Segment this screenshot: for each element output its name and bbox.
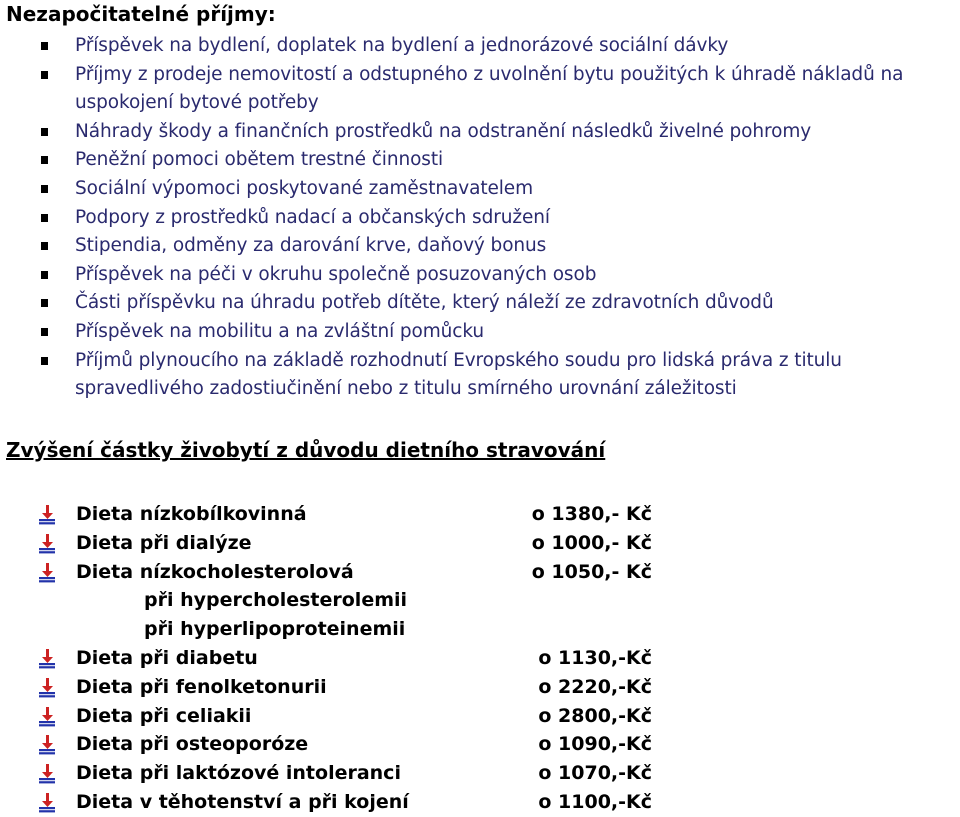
arrow-bullet-icon <box>38 563 56 583</box>
diet-row <box>0 558 960 587</box>
square-bullet-icon <box>41 328 48 336</box>
arrow-bullet-icon <box>38 764 56 784</box>
list-item <box>0 232 960 261</box>
diet-amount: o 1050,- Kč <box>531 560 652 583</box>
diet-amount: o 1070,-Kč <box>538 762 652 785</box>
diet-amount: o 1090,-Kč <box>538 733 652 756</box>
nonincome-list <box>0 32 960 404</box>
list-item-text: Příspěvek na bydlení, doplatek na bydlení a jednorázové sociální dávky <box>75 35 729 56</box>
list-item-text: Stipendia, odměny za darování krve, daňový bonus <box>75 235 547 257</box>
square-bullet-icon <box>41 271 48 279</box>
square-bullet-icon <box>41 242 48 250</box>
heading-nonincome: Nezapočitatelné příjmy: <box>6 2 276 26</box>
square-bullet-icon <box>41 128 48 136</box>
diet-row <box>0 730 960 759</box>
diet-row <box>0 586 960 615</box>
diet-row <box>0 673 960 702</box>
arrow-bullet-icon <box>38 735 56 755</box>
square-bullet-icon <box>41 299 48 307</box>
list-item-text: Příjmy z prodeje nemovitostí a odstupného z uvolnění bytu použitých k úhradě nákladů na uspokojení bytové potřeby <box>75 63 904 114</box>
list-item <box>0 175 960 204</box>
list-item-text: Příspěvek na péči v okruhu společně posuzovaných osob <box>75 263 597 285</box>
diet-label: Dieta nízkocholesterolová <box>76 560 354 583</box>
square-bullet-icon <box>41 185 48 193</box>
arrow-bullet-icon <box>38 793 56 813</box>
list-item-text: Peněžní pomoci obětem trestné činnosti <box>75 149 444 171</box>
arrow-bullet-icon <box>38 678 56 698</box>
heading-diet-increase: Zvýšení částky živobytí z důvodu dietního stravování <box>6 438 606 462</box>
diet-amount: o 1100,-Kč <box>538 790 652 813</box>
list-item-text: Sociální výpomoci poskytované zaměstnavatelem <box>75 177 534 199</box>
diet-row <box>0 500 960 529</box>
arrow-bullet-icon <box>38 505 56 525</box>
diet-row <box>0 759 960 788</box>
diet-amount: o 1130,-Kč <box>538 646 652 669</box>
list-item <box>0 289 960 318</box>
diet-label: Dieta v těhotenství a při kojení <box>76 790 409 813</box>
square-bullet-icon <box>41 156 48 164</box>
diet-label: při hyperlipoproteinemii <box>144 618 406 641</box>
diet-row <box>0 788 960 817</box>
diet-label: Dieta při dialýze <box>76 531 252 554</box>
list-item <box>0 318 960 347</box>
diet-row <box>0 644 960 673</box>
list-item <box>0 347 960 404</box>
list-item-text: Příjmů plynoucího na základě rozhodnutí Evropského soudu pro lidská práva z titulu spravedlivého zadostiučinění nebo z titulu smírného urovnání záležitosti <box>75 349 842 400</box>
list-item-text: Podpory z prostředků nadací a občanských sdružení <box>75 206 550 228</box>
square-bullet-icon <box>41 42 48 50</box>
diet-row <box>0 529 960 558</box>
list-item <box>0 32 960 61</box>
list-item <box>0 118 960 147</box>
arrow-bullet-icon <box>38 534 56 554</box>
diet-amount: o 2220,-Kč <box>538 675 652 698</box>
diet-label: Dieta při diabetu <box>76 646 258 669</box>
list-item <box>0 204 960 233</box>
square-bullet-icon <box>41 214 48 222</box>
diet-list <box>0 500 960 817</box>
list-item <box>0 146 960 175</box>
diet-label: Dieta při fenolketonurii <box>76 675 327 698</box>
arrow-bullet-icon <box>38 707 56 727</box>
list-item <box>0 261 960 290</box>
list-item-text: Náhrady škody a finančních prostředků na odstranění následků živelné pohromy <box>75 120 812 142</box>
diet-label: Dieta nízkobílkovinná <box>76 503 307 525</box>
diet-amount: o 2800,-Kč <box>538 704 652 727</box>
list-item-text: Příspěvek na mobilitu a na zvláštní pomůcku <box>75 320 485 342</box>
arrow-bullet-icon <box>38 649 56 669</box>
square-bullet-icon <box>41 71 48 79</box>
diet-label: Dieta při celiakii <box>76 704 252 727</box>
diet-label: při hypercholesterolemii <box>144 589 408 612</box>
list-item <box>0 61 960 118</box>
diet-row <box>0 615 960 644</box>
diet-row <box>0 702 960 731</box>
diet-label: Dieta při laktózové intoleranci <box>76 762 401 785</box>
diet-label: Dieta při osteoporóze <box>76 733 309 756</box>
list-item-text: Části příspěvku na úhradu potřeb dítěte, který náleží ze zdravotních důvodů <box>75 292 774 314</box>
diet-amount: o 1380,- Kč <box>531 503 652 525</box>
square-bullet-icon <box>41 357 48 365</box>
diet-amount: o 1000,- Kč <box>531 531 652 554</box>
